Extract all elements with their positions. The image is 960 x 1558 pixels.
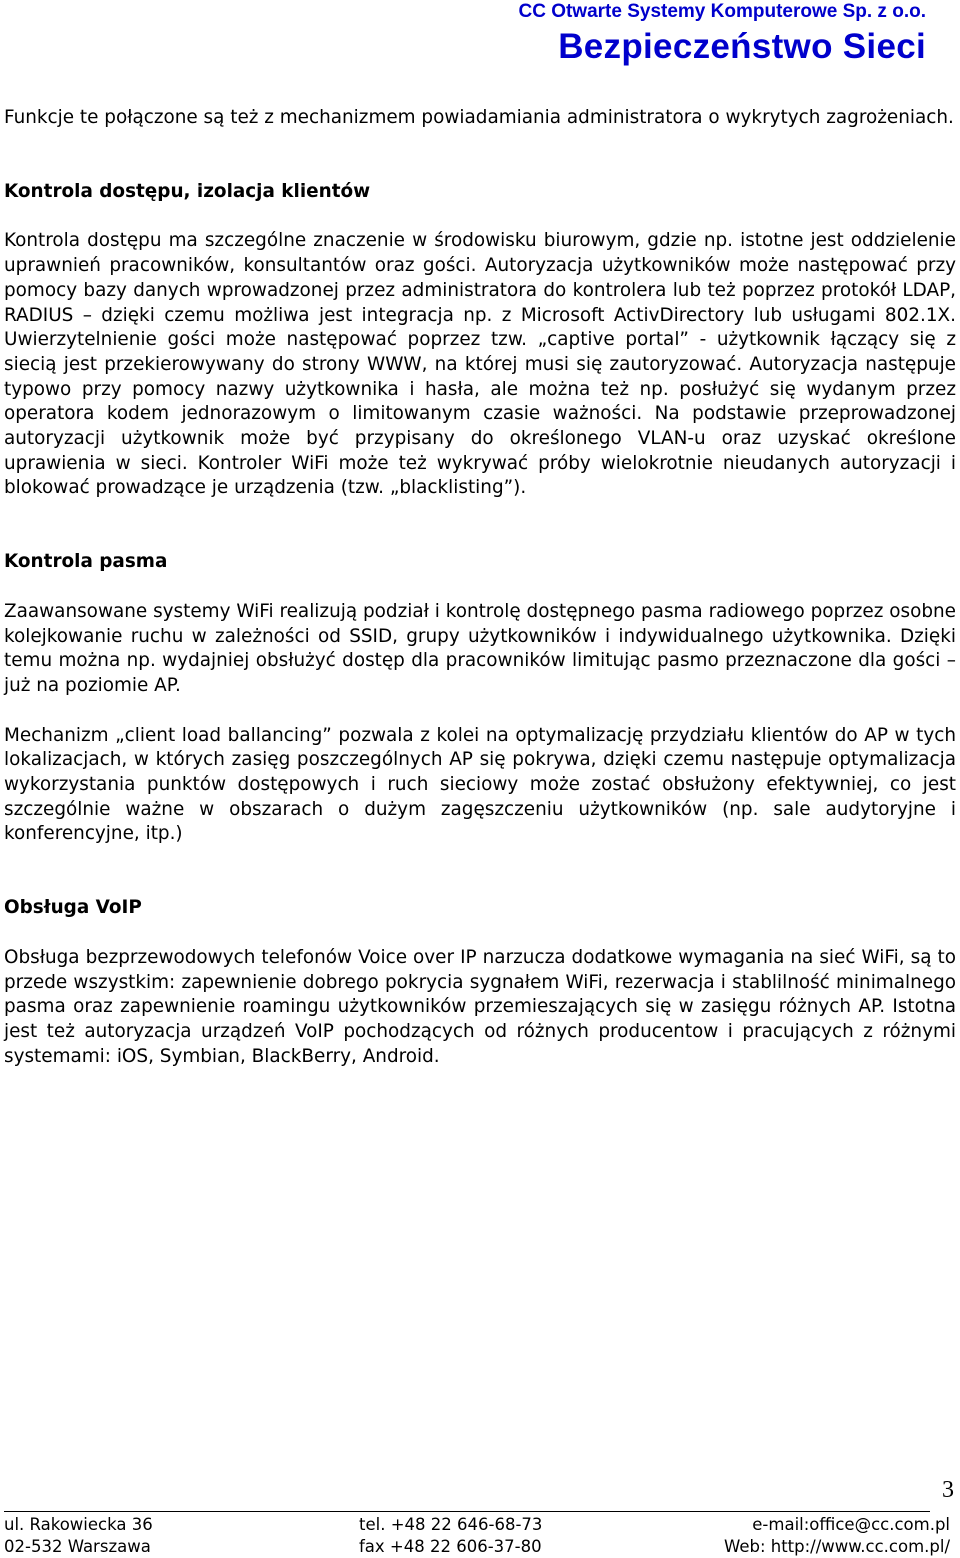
bandwidth-paragraph-2: Mechanizm „client load ballancing” pozwala z kolei na optymalizację przydziału klientów do AP w tych lokalizacjach, w których zasięg poszczególnych AP się pokrywa, dzięki czemu następuje optymalizacja wykorzystania punktów dostępowych i ruch sieciowy może zostać obsłużony efektywniej, co jest szczególnie ważne w obszarach o dużym zagęszczeniu użytkowników (np. sale audytoryjne i konferencyjne, itp.) <box>4 724 956 845</box>
footer-web[interactable]: Web: http://www.cc.com.pl/ <box>723 1537 950 1556</box>
footer-email[interactable]: e-mail:office@cc.com.pl <box>752 1515 950 1534</box>
intro-paragraph: Funkcje te połączone są też z mechanizmem powiadamiania administratora o wykrytych zagrożeniach. <box>4 107 954 128</box>
page-header <box>518 0 926 68</box>
footer-street: ul. Rakowiecka 36 <box>4 1515 153 1534</box>
footer-phone: tel. +48 22 646-68-73 <box>359 1515 543 1534</box>
footer-fax: fax +48 22 606-37-80 <box>359 1537 542 1556</box>
footer-divider <box>4 1511 930 1512</box>
document-title: Bezpieczeństwo Sieci <box>558 27 926 66</box>
section-heading-voip: Obsługa VoIP <box>4 897 142 919</box>
company-name: CC Otwarte Systemy Komputerowe Sp. z o.o. <box>518 1 926 22</box>
document-body <box>4 106 956 1069</box>
section-heading-access-control: Kontrola dostępu, izolacja klientów <box>4 180 371 202</box>
page-footer <box>4 1514 950 1558</box>
page-number: 3 <box>942 1477 954 1503</box>
footer-city: 02-532 Warszawa <box>4 1537 151 1556</box>
section-heading-bandwidth: Kontrola pasma <box>4 551 168 573</box>
voip-paragraph: Obsługa bezprzewodowych telefonów Voice over IP narzucza dodatkowe wymagania na sieć WiFi, są to przede wszystkim: zapewnienie dobrego pokrycia sygnałem WiFi, rezerwacja i stablilność minimalnego pasma oraz zapewnienie roamingu użytkowników przemieszających się w zasięgu różnych AP. Istotna jest też autoryzacja urządzeń VoIP pochodzących od różnych producentow i pracujących z różnymi systemami: iOS, Symbian, BlackBerry, Android. <box>4 946 956 1067</box>
access-control-paragraph: Kontrola dostępu ma szczególne znaczenie w środowisku biurowym, gdzie np. istotne jest oddzielenie uprawnień pracowników, konsultantów oraz gości. Autoryzacja użytkowników może następować przy pomocy bazy danych wprowadzonej przez administratora do kontrolera lub też poprzez protokół LDAP, RADIUS – dzięki czemu możliwa jest integracja np. z Microsoft ActivDirectory lub usługami 802.1X. Uwierzytelnienie gości może następować poprzez tzw. „captive portal” - użytkownik łączący się z siecią jest przekierowywany do strony WWW, na której musi się zautoryzować. Autoryzacja następuje typowo przy pomocy nazwy użytkownika i hasła, ale można też np. posłużyć się wydanym przez operatora kodem jednorazowym o limitowanym czasie ważności. Na podstawie przeprowadzonej autoryzacji użytkownik może być przypisany do określonego VLAN-u oraz uzyskać określone uprawienia w sieci. Kontroler WiFi może też wykrywać próby wielokrotnie nieudanych autoryzacji i blokować prowadzące je urządzenia (tzw. „blacklisting”). <box>4 230 956 499</box>
bandwidth-paragraph-1: Zaawansowane systemy WiFi realizują podział i kontrolę dostępnego pasma radiowego poprzez osobne kolejkowanie ruchu w zależności od SSID, grupy użytkowników i indywidualnego użytkownika. Dzięki temu można np. wydajniej obsłużyć dostęp dla pracowników limitując pasmo przeznaczone dla gości – już na poziomie AP. <box>4 600 956 696</box>
